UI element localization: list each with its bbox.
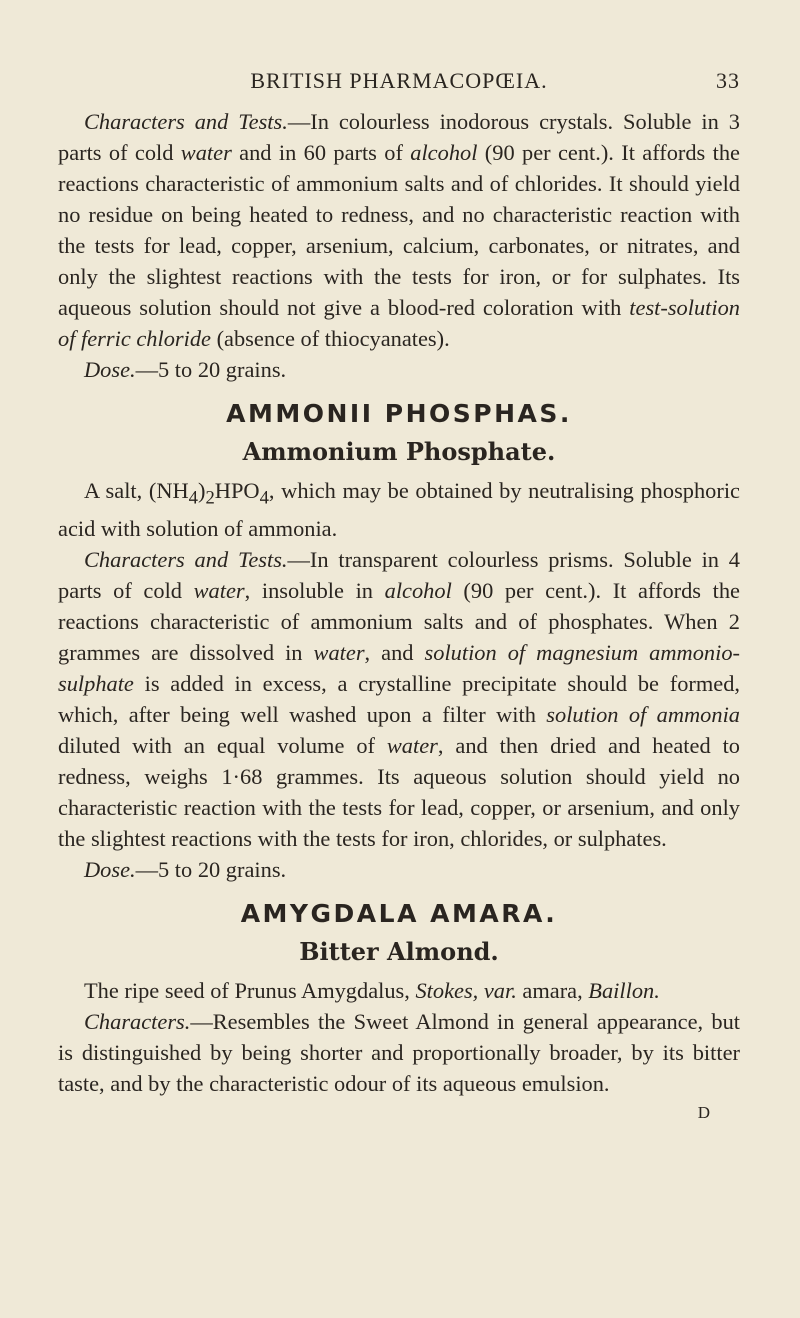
running-title: BRITISH PHARMACOPŒIA. bbox=[250, 68, 548, 93]
description-paragraph: The ripe seed of Prunus Amygdalus, Stokes, var. amara, Baillon. bbox=[84, 978, 660, 1004]
signature-mark: D bbox=[697, 1103, 710, 1123]
characters-and-tests-paragraph: Characters and Tests.—In colourless inodorous crystals. Soluble in 3 parts of cold water and in 60 parts of alcohol (90 per cent.). It affords the reactions characteristic of ammonium salts and of chlorides. It should yield no residue on being heated to redness, and no characteristic reaction with the tests for lead, copper, arsenium, calcium, carbonates, or nitrates, and only the slightest reactions with the tests for iron, or for sulphates. Its aqueous solution should not give a blood-red coloration with test-solution of ferric chloride (absence of thiocyanates). bbox=[58, 109, 740, 351]
monograph-title-english: Bitter Almond. bbox=[299, 937, 499, 967]
description-paragraph: A salt, $(NH_4)_2HPO_4$, which may be obtained by neutralising phosphoric acid with solution of ammonia. bbox=[58, 478, 740, 542]
page-number: 33 bbox=[716, 68, 740, 93]
monograph-title-latin: AMYGDALA AMARA. bbox=[240, 899, 558, 929]
monograph-title-latin: AMMONII PHOSPHAS. bbox=[226, 399, 572, 428]
page-header bbox=[58, 66, 740, 106]
section-lead: Characters and Tests. bbox=[84, 109, 288, 134]
dose-paragraph: Dose.—5 to 20 grains. bbox=[84, 857, 287, 883]
characters-paragraph: Characters.—Resembles the Sweet Almond in general appearance, but is distinguished by being shorter and proportionally broader, by its bitter taste, and by the characteristic odour of its aqueous emulsion. bbox=[58, 1009, 740, 1097]
characters-and-tests-paragraph: Characters and Tests.—In transparent colourless prisms. Soluble in 4 parts of cold water, insoluble in alcohol (90 per cent.). It affords the reactions characteristic of ammonium salts and of phosphates. When 2 grammes are dissolved in water, and solution of magnesium ammonio-sulphate is added in excess, a crystalline precipitate should be formed, which, after being well washed upon a filter with solution of ammonia diluted with an equal volume of water, and then dried and heated to redness, weighs 1·68 grammes. Its aqueous solution should yield no characteristic reaction with the tests for lead, copper, or arsenium, and only the slightest reactions with the tests for iron, chlorides, or sulphates. bbox=[58, 547, 740, 852]
dose-paragraph: Dose.—5 to 20 grains. bbox=[84, 357, 287, 382]
monograph-title-english: Ammonium Phosphate. bbox=[242, 437, 556, 466]
